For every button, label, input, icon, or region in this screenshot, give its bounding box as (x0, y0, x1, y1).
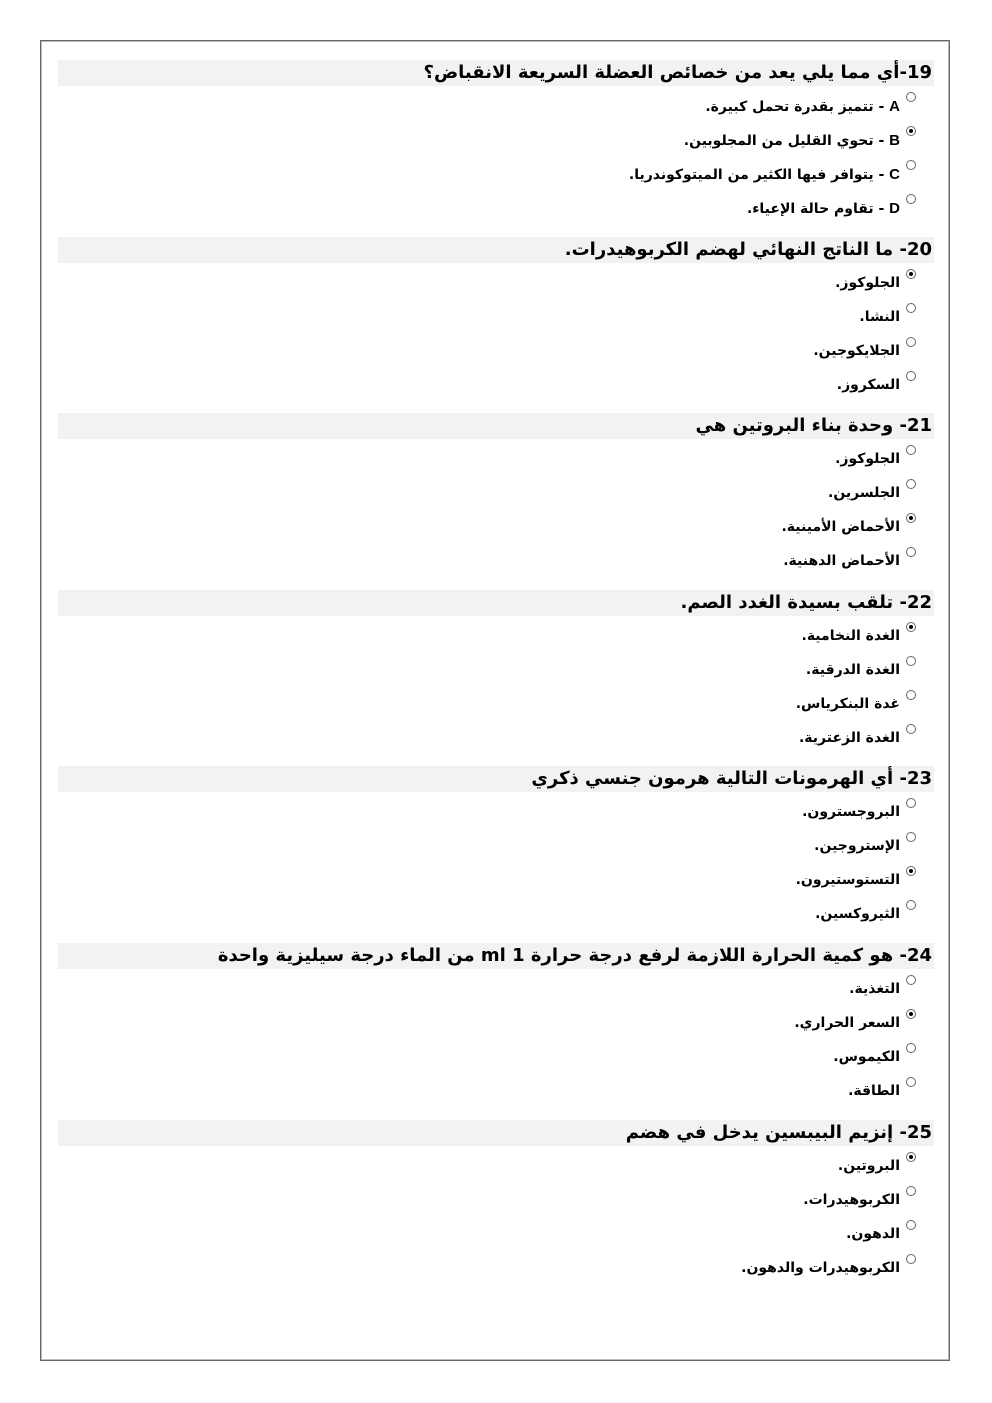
radio-button[interactable] (906, 194, 916, 204)
radio-button[interactable] (906, 1043, 916, 1053)
question-title: 19-أي مما يلي يعد من خصائص العضلة السريعة الانقباض؟ (58, 60, 934, 86)
option-2[interactable]: الغدة الدرقية. (806, 656, 916, 690)
radio-button[interactable] (906, 1077, 916, 1087)
option-3[interactable]: غدة البنكرياس. (796, 690, 916, 724)
option-3[interactable]: الأحماض الأمينية. (781, 513, 916, 547)
radio-button-selected[interactable] (906, 126, 916, 136)
radio-button-selected[interactable] (906, 1152, 916, 1162)
option-2[interactable]: النشا. (859, 303, 916, 337)
radio-button[interactable] (906, 832, 916, 842)
option-1[interactable]: البروتين. (838, 1152, 916, 1186)
radio-button[interactable] (906, 92, 916, 102)
question-title: 21- وحدة بناء البروتين هي (58, 413, 934, 439)
option-3[interactable]: التستوستيرون. (796, 866, 916, 900)
radio-button[interactable] (906, 479, 916, 489)
question-25 (58, 1120, 934, 1276)
radio-button[interactable] (906, 337, 916, 347)
question-title: 22- تلقب بسيدة الغدد الصم. (58, 590, 934, 616)
question-21 (58, 413, 934, 569)
option-d[interactable]: D - تقاوم حالة الإعياء. (747, 194, 916, 228)
option-1[interactable]: البروجسترون. (802, 798, 916, 832)
question-title: 23- أي الهرمونات التالية هرمون جنسي ذكري (58, 766, 934, 792)
radio-button[interactable] (906, 724, 916, 734)
radio-button[interactable] (906, 900, 916, 910)
option-4[interactable]: الغدة الزعترية. (799, 724, 916, 758)
option-2[interactable]: الجلسرين. (828, 479, 916, 513)
question-title: 20- ما الناتج النهائي لهضم الكربوهيدرات. (58, 237, 934, 263)
question-20 (58, 237, 934, 393)
option-2[interactable]: الإستروجين. (814, 832, 916, 866)
option-2[interactable]: السعر الحراري. (794, 1009, 916, 1043)
radio-button-selected[interactable] (906, 622, 916, 632)
option-4[interactable]: الثيروكسين. (815, 900, 916, 934)
radio-button-selected[interactable] (906, 1009, 916, 1019)
option-4[interactable]: الأحماض الدهنية. (783, 547, 916, 581)
radio-button[interactable] (906, 303, 916, 313)
question-23 (58, 766, 934, 922)
option-4[interactable]: الكربوهيدرات والدهون. (741, 1254, 916, 1288)
option-1[interactable]: الجلوكوز. (835, 445, 916, 479)
question-19 (58, 60, 934, 217)
radio-button[interactable] (906, 1220, 916, 1230)
option-3[interactable]: الكيموس. (833, 1043, 916, 1077)
question-22 (58, 590, 934, 746)
radio-button[interactable] (906, 445, 916, 455)
question-24 (58, 943, 934, 1099)
option-3[interactable]: الدهون. (846, 1220, 916, 1254)
radio-button-selected[interactable] (906, 866, 916, 876)
radio-button[interactable] (906, 1254, 916, 1264)
radio-button[interactable] (906, 656, 916, 666)
radio-button-selected[interactable] (906, 513, 916, 523)
option-1[interactable]: الجلوكوز. (835, 269, 916, 303)
option-3[interactable]: الجلايكوجين. (813, 337, 916, 371)
option-b[interactable]: B - تحوي القليل من المجلوبين. (684, 126, 916, 160)
option-c[interactable]: C - يتوافر فيها الكثير من الميتوكوندريا. (629, 160, 916, 194)
option-a[interactable]: A - تتميز بقدرة تحمل كبيرة. (705, 92, 916, 126)
radio-button[interactable] (906, 1186, 916, 1196)
radio-button[interactable] (906, 160, 916, 170)
option-4[interactable]: الطاقة. (848, 1077, 916, 1111)
question-title: 25- إنزيم البيبسين يدخل في هضم (58, 1120, 934, 1146)
option-1[interactable]: الغدة النخامية. (802, 622, 917, 656)
radio-button[interactable] (906, 975, 916, 985)
radio-button-selected[interactable] (906, 269, 916, 279)
question-title: 24- هو كمية الحرارة اللازمة لرفع درجة حرارة ml 1 من الماء درجة سيليزية واحدة (58, 943, 934, 969)
radio-button[interactable] (906, 371, 916, 381)
radio-button[interactable] (906, 798, 916, 808)
radio-button[interactable] (906, 547, 916, 557)
radio-button[interactable] (906, 690, 916, 700)
option-4[interactable]: السكروز. (837, 371, 916, 405)
option-1[interactable]: التغذية. (849, 975, 916, 1009)
option-2[interactable]: الكربوهيدرات. (803, 1186, 916, 1220)
